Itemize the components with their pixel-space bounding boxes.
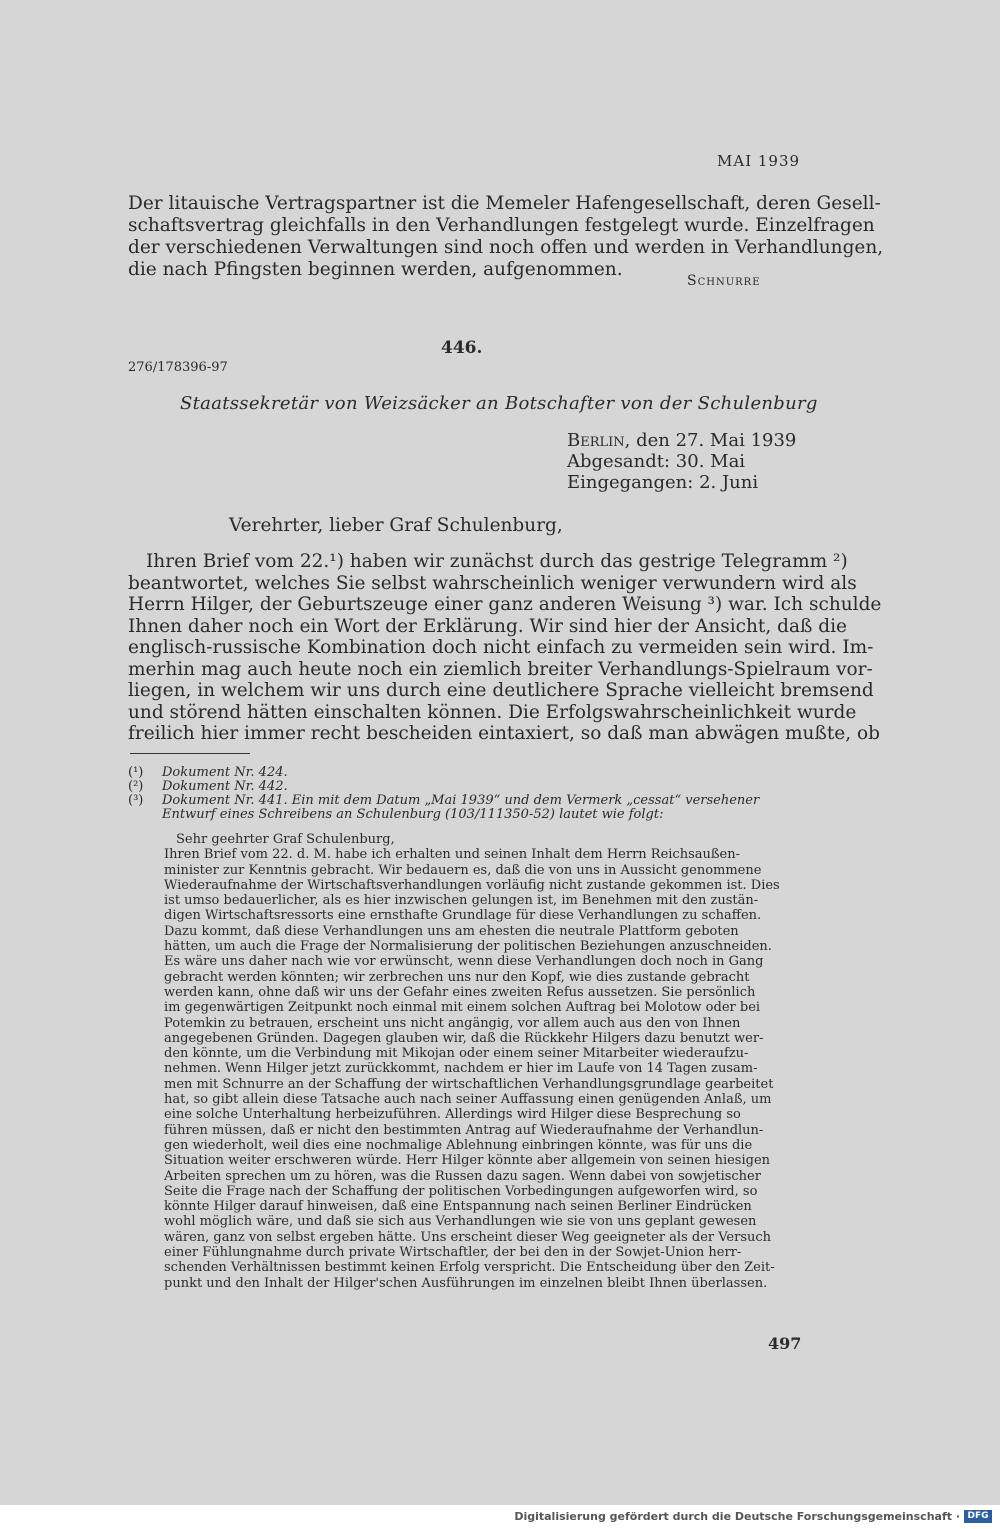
footnote-divider	[130, 753, 250, 754]
quote-line: im gegenwärtigen Zeitpunkt noch einmal mit einem solchen Auftrag bei Molotow oder bei	[164, 1000, 761, 1016]
quote-line: gen wiederholt, weil dies eine nochmalige Ablehnung einbringen könnte, was für uns die	[164, 1137, 753, 1153]
intro-line: Der litauische Vertragspartner ist die Memeler Hafengesellschaft, deren Gesell-	[128, 193, 881, 214]
footnote-text: Dokument Nr. 424.	[162, 765, 288, 780]
footnote-text: Dokument Nr. 441. Ein mit dem Datum „Mai 1939“ und dem Vermerk „cessat“ versehener	[162, 793, 760, 808]
quote-line: führen müssen, daß er nicht den bestimmten Antrag auf Wiederaufnahme der Verhandlun-	[164, 1122, 764, 1138]
body-line: beantwortet, welches Sie selbst wahrscheinlich weniger verwundern wird als	[128, 572, 857, 594]
quoted-draft-letter	[164, 832, 780, 1291]
quote-line: men mit Schnurre an der Schaffung der wirtschaftlichen Verhandlungsgrundlage gearbeitet	[164, 1076, 774, 1092]
footnote	[128, 766, 759, 780]
quote-line: punkt und den Inhalt der Hilger'schen Ausführungen im einzelnen bleibt Ihnen überlassen.	[164, 1275, 768, 1291]
footnote	[128, 794, 759, 808]
body-line: merhin mag auch heute noch ein ziemlich breiter Verhandlungs-Spielraum vor-	[128, 658, 873, 680]
dispatch-metadata	[567, 430, 796, 493]
intro-paragraph	[128, 193, 884, 281]
intro-signature: Schnurre	[687, 273, 761, 289]
footnote-number: (²)	[128, 779, 144, 794]
intro-line: der verschiedenen Verwaltungen sind noch offen und werden in Verhandlungen,	[128, 237, 884, 258]
body-line: Herrn Hilger, der Geburtszeuge einer ganz anderen Weisung ³) war. Ich schulde	[128, 594, 882, 615]
footnote-text: Entwurf eines Schreibens an Schulenburg (103/111350-52) lautet wie folgt:	[162, 807, 664, 822]
quote-line: gebracht werden könnten; wir zerbrechen uns nur den Kopf, wie dies zustande gebracht	[164, 969, 750, 985]
body-line: und störend hätten einschalten können. Die Erfolgswahrscheinlichkeit wurde	[128, 701, 857, 723]
document-heading: Staatssekretär von Weizsäcker an Botschafter von der Schulenburg	[180, 393, 818, 414]
page-number: 497	[768, 1334, 802, 1353]
quote-line: Ihren Brief vom 22. d. M. habe ich erhalten und seinen Inhalt dem Herrn Reichsaußen-	[164, 847, 741, 863]
body-line: englisch-russische Kombination doch nicht einfach zu vermeiden sein wird. Im-	[128, 637, 874, 658]
quote-line: Es wäre uns daher nach wie vor erwünscht, wenn diese Verhandlungen doch noch in Gang	[164, 954, 764, 970]
quote-line: minister zur Kenntnis gebracht. Wir bedauern es, daß die von uns in Aussicht genommene	[164, 862, 762, 878]
quote-line: den könnte, um die Verbindung mit Mikojan oder einem seiner Mitarbeiter wiederaufzu-	[164, 1046, 749, 1062]
quote-line: eine solche Unterhaltung herbeizuführen. Allerdings wird Hilger diese Besprechung so	[164, 1107, 741, 1123]
quote-line: wohl möglich wäre, und daß sie sich aus Verhandlungen wie sie von uns geplant gewesen	[164, 1214, 757, 1230]
file-reference: 276/178396-97	[128, 360, 228, 375]
place-date-line	[567, 430, 796, 451]
quote-line: Seite die Frage nach der Schaffung der politischen Vorbedingungen aufgeworfen wird, so	[164, 1183, 758, 1199]
quote-line: Potemkin zu betrauen, erscheint uns nicht angängig, vor allem auch aus den von Ihnen	[164, 1015, 741, 1031]
quote-line: Situation weiter erschweren würde. Herr Hilger könnte aber allgemein von seinen hiesigen	[164, 1153, 771, 1169]
quote-line: Wiederaufnahme der Wirtschaftsverhandlungen vorläufig nicht zustande gekommen ist. Dies	[164, 877, 780, 893]
letter-body	[128, 551, 882, 745]
quote-line: digen Wirtschaftsressorts eine ernsthafte Grundlage für diese Verhandlungen zu schaffen.	[164, 908, 762, 924]
footer-credit: Digitalisierung gefördert durch die Deutsche Forschungsgemeinschaft ·	[514, 1510, 960, 1523]
quote-line: Dazu kommt, daß diese Verhandlungen uns am ehesten die neutrale Plattform geboten	[164, 923, 739, 939]
quote-line: werden kann, ohne daß wir uns der Gefahr eines zweiten Refus aussetzen. Sie persönlich	[164, 984, 756, 1000]
document-number: 446.	[441, 338, 483, 358]
quote-line: könnte Hilger darauf hinweisen, daß eine Entspannung nach seinen Berliner Eindrücken	[164, 1199, 752, 1215]
footer-bar	[0, 1505, 1000, 1529]
quote-line: hätten, um auch die Frage der Normalisierung der politischen Beziehungen anzuschneiden.	[164, 939, 772, 955]
received-line: Eingegangen: 2. Juni	[567, 472, 759, 493]
quote-line: wären, ganz von selbst ergeben hätte. Uns erscheint dieser Weg geeigneter als der Versuch	[164, 1229, 772, 1245]
body-line: liegen, in welchem wir uns durch eine deutlichere Sprache vielleicht bremsend	[128, 680, 874, 701]
quote-line: schenden Verhältnissen bestimmt keinen Erfolg verspricht. Die Entscheidung über den Zeit-	[164, 1260, 775, 1276]
footnote-text: Dokument Nr. 442.	[162, 779, 288, 794]
quote-line: angegebenen Gründen. Dagegen glauben wir, daß die Rückkehr Hilgers dazu benutzt wer-	[164, 1030, 764, 1046]
footnote-number: (³)	[128, 793, 144, 808]
quote-line: Sehr geehrter Graf Schulenburg,	[176, 832, 395, 847]
footnote-number: (¹)	[128, 765, 144, 780]
body-line: freilich hier immer recht bescheiden eintaxiert, so daß man abwägen mußte, ob	[128, 723, 880, 744]
footnote	[128, 780, 759, 794]
quote-line: Arbeiten sprechen um zu hören, was die Russen dazu sagen. Wenn dabei von sowjetischer	[164, 1168, 761, 1184]
footnote	[128, 808, 759, 822]
intro-line: schaftsvertrag gleichfalls in den Verhandlungen festgelegt wurde. Einzelfragen	[128, 215, 875, 236]
quote-line: ist umso bedauerlicher, als es hier inzwischen gelungen ist, im Benehmen mit den zustän-	[164, 893, 759, 909]
salutation: Verehrter, lieber Graf Schulenburg,	[229, 515, 563, 536]
body-line: Ihnen daher noch ein Wort der Erklärung. Wir sind hier der Ansicht, daß die	[128, 615, 847, 637]
intro-line: die nach Pfingsten beginnen werden, aufgenommen.	[128, 259, 623, 280]
quote-line: nehmen. Wenn Hilger jetzt zurückkommt, nachdem er hier im Laufe von 14 Tagen zusam-	[164, 1061, 758, 1077]
quote-line: einer Fühlungnahme durch private Wirtschaftler, der bei den in der Sowjet-Union herr-	[164, 1245, 742, 1261]
body-line: Ihren Brief vom 22.¹) haben wir zunächst durch das gestrige Telegramm ²)	[146, 551, 848, 572]
date: den 27. Mai 1939	[630, 430, 797, 451]
running-header-month: MAI 1939	[717, 152, 801, 170]
quote-line: hat, so gibt allein diese Tatsache auch nach seiner Auffassung einen genügenden Anlaß, um	[164, 1092, 772, 1108]
footnotes	[128, 766, 759, 822]
place: Berlin,	[567, 430, 631, 451]
sent-line: Abgesandt: 30. Mai	[567, 451, 746, 472]
dfg-logo: DFG	[964, 1510, 992, 1523]
